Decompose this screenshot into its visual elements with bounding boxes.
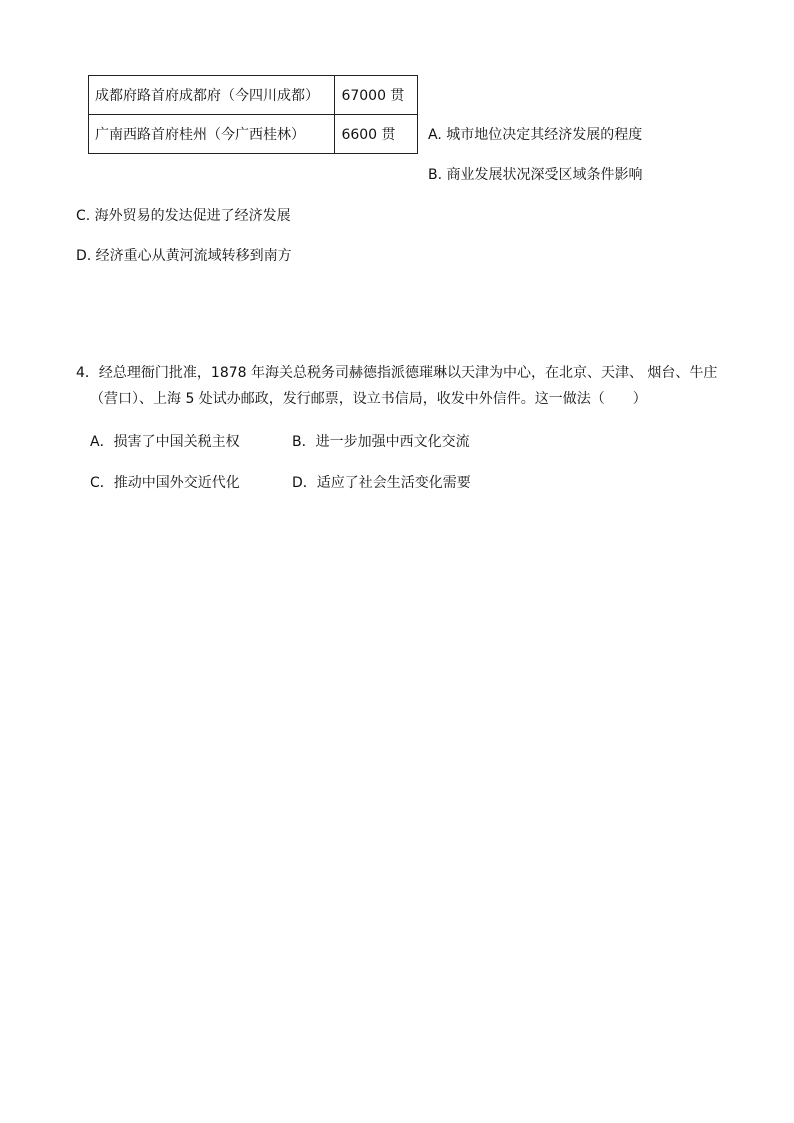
q3-option-d: D. 经济重心从黄河流域转移到南方: [76, 248, 292, 264]
tax-table: [88, 75, 418, 154]
table-cell-place: 广南西路首府桂州（今广西桂林）: [89, 115, 335, 154]
table-row: [89, 115, 418, 154]
table-row: [89, 76, 418, 115]
q4-stem-line1: 4．经总理衙门批准，1878 年海关总税务司赫德指派德璀琳以天津为中心，在北京、天津、 烟台、牛庄: [76, 365, 718, 381]
q3-option-c: C. 海外贸易的发达促进了经济发展: [76, 208, 291, 224]
q3-option-b: B. 商业发展状况深受区域条件影响: [428, 167, 643, 183]
table-cell-amount: 6600 贯: [335, 115, 418, 154]
q4-option-a: A．损害了中国关税主权: [90, 434, 240, 450]
q4-option-c: C．推动中国外交近代化: [90, 475, 240, 491]
q4-option-d: D．适应了社会生活变化需要: [292, 475, 471, 491]
q3-option-a: A. 城市地位决定其经济发展的程度: [428, 127, 643, 143]
q4-stem-line2: （营口）、上海 5 处试办邮政，发行邮票，设立书信局，收发中外信件。这一做法（ ）: [90, 391, 647, 407]
q4-option-b: B．进一步加强中西文化交流: [292, 434, 470, 450]
table-cell-place: 成都府路首府成都府（今四川成都）: [89, 76, 335, 115]
table-cell-amount: 67000 贯: [335, 76, 418, 115]
